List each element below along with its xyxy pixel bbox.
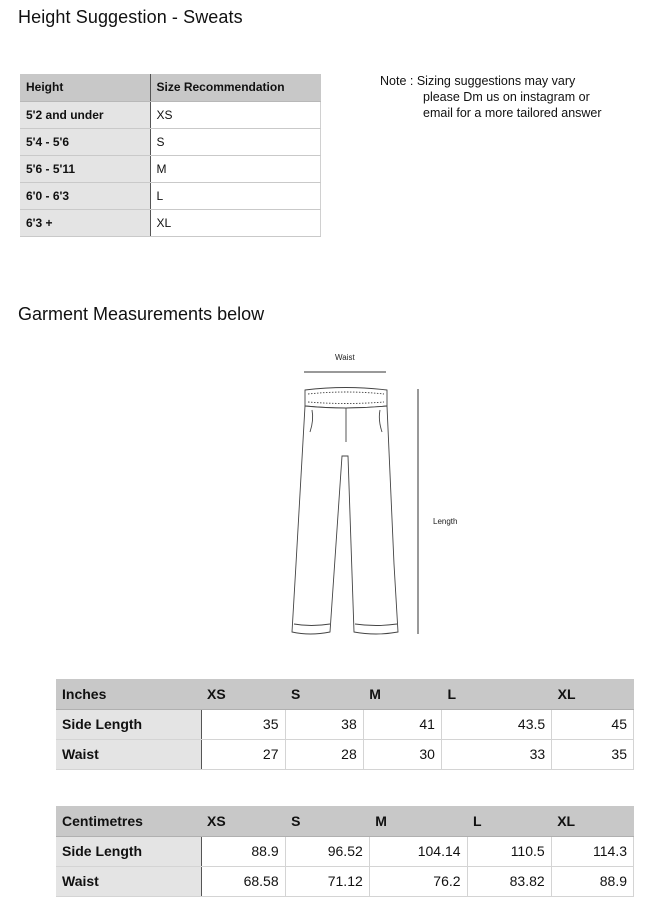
value-cell: 88.9 xyxy=(201,836,285,866)
length-label: Length xyxy=(433,517,458,526)
value-cell: 41 xyxy=(363,709,441,739)
value-cell: 88.9 xyxy=(551,866,633,896)
column-header-xl: XL xyxy=(551,806,633,836)
value-cell: 35 xyxy=(201,709,285,739)
value-cell: 27 xyxy=(201,739,285,769)
height-cell: 6'0 - 6'3 xyxy=(20,182,150,209)
value-cell: 104.14 xyxy=(369,836,467,866)
inches-measurement-table xyxy=(56,679,634,770)
sweatpants-diagram xyxy=(280,346,480,646)
value-cell: 96.52 xyxy=(285,836,369,866)
value-cell: 71.12 xyxy=(285,866,369,896)
column-header-s: S xyxy=(285,806,369,836)
page-title: Height Suggestion - Sweats xyxy=(18,7,243,27)
table-row xyxy=(20,182,321,209)
value-cell: 114.3 xyxy=(551,836,633,866)
row-label: Side Length xyxy=(56,836,201,866)
sizing-note xyxy=(380,73,642,121)
note-line-2: please Dm us on instagram or xyxy=(423,90,590,104)
height-cell: 5'4 - 5'6 xyxy=(20,128,150,155)
column-header-l: L xyxy=(467,806,551,836)
column-header-xs: XS xyxy=(201,806,285,836)
table-row xyxy=(20,128,321,155)
note-line-1: Sizing suggestions may vary xyxy=(416,74,576,88)
table-header-row xyxy=(56,806,634,836)
column-header-size-recommendation: Size Recommendation xyxy=(150,74,321,101)
row-label: Waist xyxy=(56,866,201,896)
column-header-xl: XL xyxy=(552,679,634,709)
table-row xyxy=(56,709,634,739)
column-header-l: L xyxy=(441,679,551,709)
column-header-xs: XS xyxy=(201,679,285,709)
value-cell: 45 xyxy=(552,709,634,739)
waist-label: Waist xyxy=(335,353,355,362)
height-cell: 5'6 - 5'11 xyxy=(20,155,150,182)
value-cell: 76.2 xyxy=(369,866,467,896)
column-header-unit: Inches xyxy=(56,679,201,709)
table-row xyxy=(56,836,634,866)
column-header-m: M xyxy=(369,806,467,836)
table-row xyxy=(56,866,634,896)
table-header-row xyxy=(56,679,634,709)
centimetres-measurement-table xyxy=(56,806,634,897)
value-cell: 68.58 xyxy=(201,866,285,896)
value-cell: 33 xyxy=(441,739,551,769)
value-cell: 110.5 xyxy=(467,836,551,866)
table-row xyxy=(20,101,321,128)
pants-outline xyxy=(292,388,398,635)
row-label: Side Length xyxy=(56,709,201,739)
column-header-m: M xyxy=(363,679,441,709)
value-cell: 43.5 xyxy=(441,709,551,739)
value-cell: 30 xyxy=(363,739,441,769)
size-cell: M xyxy=(150,155,321,182)
size-cell: L xyxy=(150,182,321,209)
height-suggestion-table xyxy=(20,74,321,237)
row-label: Waist xyxy=(56,739,201,769)
column-header-unit: Centimetres xyxy=(56,806,201,836)
height-cell: 5'2 and under xyxy=(20,101,150,128)
height-cell: 6'3 + xyxy=(20,209,150,236)
garment-section-title: Garment Measurements below xyxy=(18,304,265,324)
column-header-s: S xyxy=(285,679,363,709)
table-row xyxy=(56,739,634,769)
value-cell: 38 xyxy=(285,709,363,739)
table-row xyxy=(20,155,321,182)
column-header-height: Height xyxy=(20,74,150,101)
value-cell: 83.82 xyxy=(467,866,551,896)
value-cell: 28 xyxy=(285,739,363,769)
note-line-3: email for a more tailored answer xyxy=(423,106,602,120)
size-cell: S xyxy=(150,128,321,155)
size-cell: XS xyxy=(150,101,321,128)
note-label: Note : xyxy=(380,74,414,88)
size-cell: XL xyxy=(150,209,321,236)
value-cell: 35 xyxy=(552,739,634,769)
table-row xyxy=(20,209,321,236)
table-header-row xyxy=(20,74,321,101)
